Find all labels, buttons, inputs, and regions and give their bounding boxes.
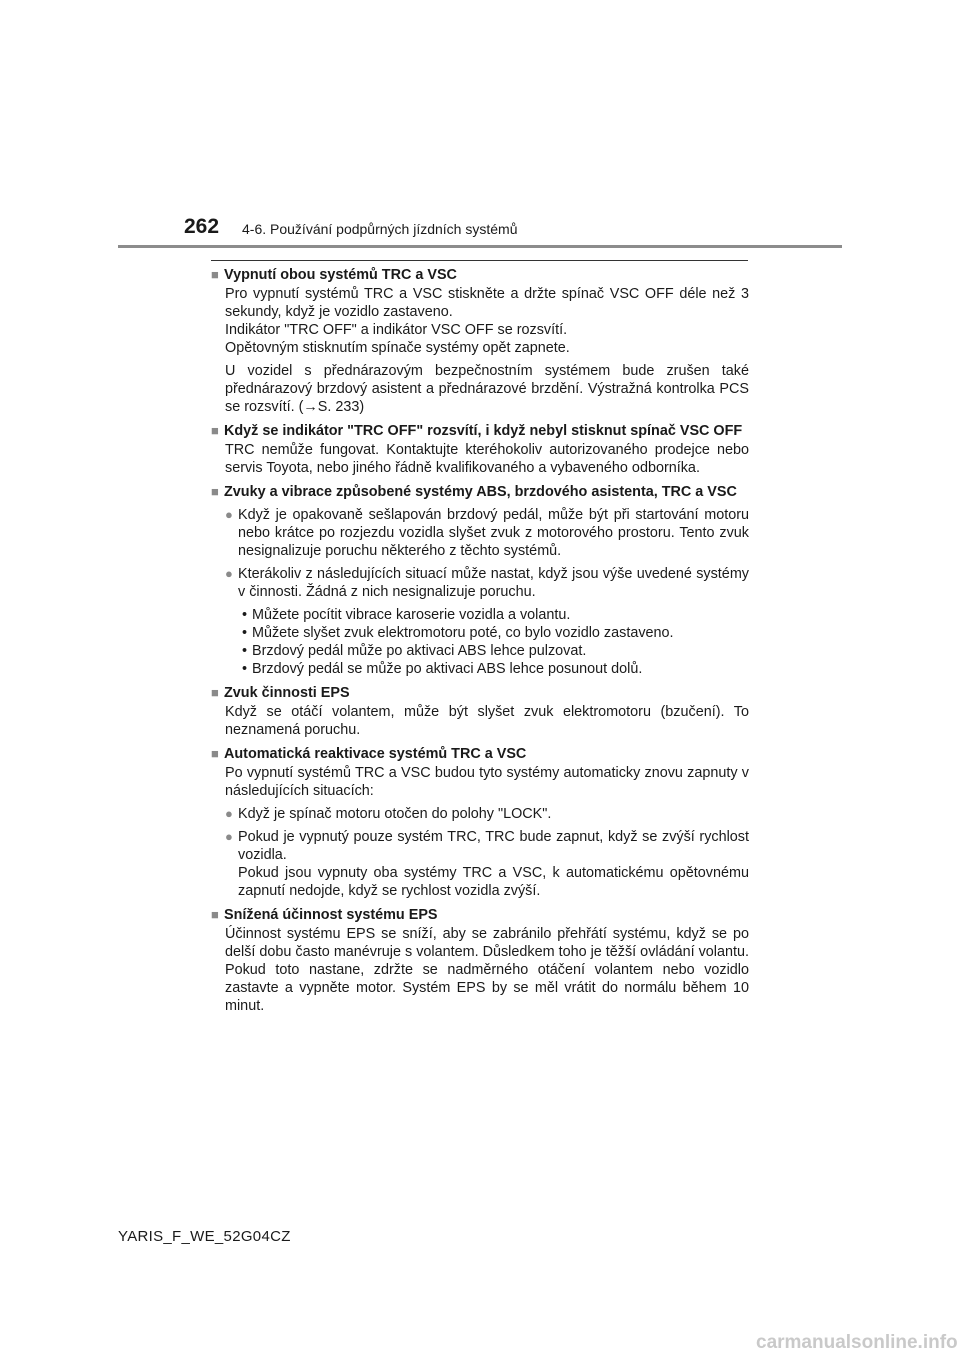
filled-circle-icon: ● xyxy=(225,566,233,581)
black-square-icon: ■ xyxy=(211,746,219,761)
filled-circle-icon: ● xyxy=(225,507,233,522)
paragraph: Po vypnutí systémů TRC a VSC budou tyto systémy automaticky znovu zapnuty v následujících situacích: xyxy=(225,765,749,799)
section-title: ■ Vypnutí obou systémů TRC a VSC xyxy=(211,267,457,283)
paragraph: U vozidel s přednárazovým bezpečnostním systémem bude zrušen také přednárazový brzdový asistent a přednárazové brzdění. Výstražná kontrolka PCS se rozsvítí. (→S. 233) xyxy=(225,363,749,415)
list-item: ● Kterákoliv z následujících situací může nastat, když jsou výše uvedené systémy v činnosti. Žádná z nich nesignalizuje poruchu. xyxy=(225,566,749,600)
black-square-icon: ■ xyxy=(211,267,219,282)
section-trc-vsc-off xyxy=(211,266,749,416)
sub-list-item: • Můžete slyšet zvuk elektromotoru poté, co bylo vozidlo zastaveno. xyxy=(242,625,674,641)
paragraph: Indikátor "TRC OFF" a indikátor VSC OFF se rozsvítí. xyxy=(225,322,568,338)
chapter-title: 4-6. Používání podpůrných jízdních systémů xyxy=(242,221,518,237)
filled-circle-icon: ● xyxy=(225,806,233,821)
section-sounds-vibrations xyxy=(211,483,749,678)
black-square-icon: ■ xyxy=(211,484,219,499)
header-divider xyxy=(118,245,842,248)
section-eps-sound xyxy=(211,684,749,739)
small-bullet-icon: • xyxy=(242,661,248,677)
list-item: ● Když je spínač motoru otočen do polohy "LOCK". xyxy=(225,806,552,822)
list-item: ● Pokud je vypnutý pouze systém TRC, TRC bude zapnut, když se zvýší rychlost vozidla. Pokud jsou vypnuty oba systémy TRC a VSC, k automatickému opětovnému zapnutí nedojde, když se rychlost vozidla zvýší. xyxy=(225,829,749,899)
small-bullet-icon: • xyxy=(242,625,248,641)
section-title: ■ Když se indikátor "TRC OFF" rozsvítí, i když nebyl stisknut spínač VSC OFF xyxy=(211,423,743,439)
section-title: ■ Zvuky a vibrace způsobené systémy ABS, brzdového asistenta, TRC a VSC xyxy=(211,484,737,500)
filled-circle-icon: ● xyxy=(225,829,233,844)
sub-list-item: • Brzdový pedál se může po aktivaci ABS lehce posunout dolů. xyxy=(242,661,643,677)
page-content xyxy=(211,266,749,1021)
section-title: ■ Automatická reaktivace systémů TRC a VSC xyxy=(211,746,527,762)
paragraph: Pro vypnutí systémů TRC a VSC stiskněte a držte spínač VSC OFF déle než 3 sekundy, když je vozidlo zastaveno. xyxy=(225,286,749,320)
section-title: ■ Zvuk činnosti EPS xyxy=(211,685,350,701)
watermark: carmanualsonline.info xyxy=(756,1332,958,1353)
section-title: ■ Snížená účinnost systému EPS xyxy=(211,907,438,923)
document-code: YARIS_F_WE_52G04CZ xyxy=(118,1228,291,1245)
sub-list-item: • Můžete pocítit vibrace karoserie vozidla a volantu. xyxy=(242,607,571,623)
paragraph: Účinnost systému EPS se sníží, aby se zabránilo přehřátí systému, když se po delší dobu často manévruje s volantem. Důsledkem toho je těžší ovládání volantu. Pokud toto nastane, zdržte se nadměrného otáčení volantem nebo vozidlo zastavte a vypněte motor. Systém EPS by se měl vrátit do normálu během 10 minut. xyxy=(225,926,749,1014)
paragraph: Opětovným stisknutím spínače systémy opět zapnete. xyxy=(225,340,570,356)
small-bullet-icon: • xyxy=(242,643,248,659)
small-bullet-icon: • xyxy=(242,607,248,623)
section-eps-reduced xyxy=(211,906,749,1015)
section-trc-off-indicator xyxy=(211,422,749,477)
sub-list-item: • Brzdový pedál může po aktivaci ABS lehce pulzovat. xyxy=(242,643,587,659)
black-square-icon: ■ xyxy=(211,907,219,922)
content-divider xyxy=(211,260,748,261)
paragraph: Když se otáčí volantem, může být slyšet zvuk elektromotoru (bzučení). To neznamená poruchu. xyxy=(225,704,749,738)
black-square-icon: ■ xyxy=(211,685,219,700)
sub-list xyxy=(225,606,749,678)
list-item: ● Když je opakovaně sešlapován brzdový pedál, může být při startování motoru nebo krátce po rozjezdu vozidla slyšet zvuk z motorového prostoru. Tento zvuk nesignalizuje poruchu některého z těchto systémů. xyxy=(225,507,749,559)
paragraph: TRC nemůže fungovat. Kontaktujte kteréhokoliv autorizovaného prodejce nebo servis Toyota, nebo jiného řádně kvalifikovaného a vybaveného odborníka. xyxy=(225,442,749,476)
bullet-continuation: Pokud jsou vypnuty oba systémy TRC a VSC, k automatickému opětovnému zapnutí nedojde, když se rychlost vozidla zvýší. xyxy=(238,865,749,899)
black-square-icon: ■ xyxy=(211,423,219,438)
page-number: 262 xyxy=(184,215,220,238)
section-auto-reactivation xyxy=(211,745,749,900)
